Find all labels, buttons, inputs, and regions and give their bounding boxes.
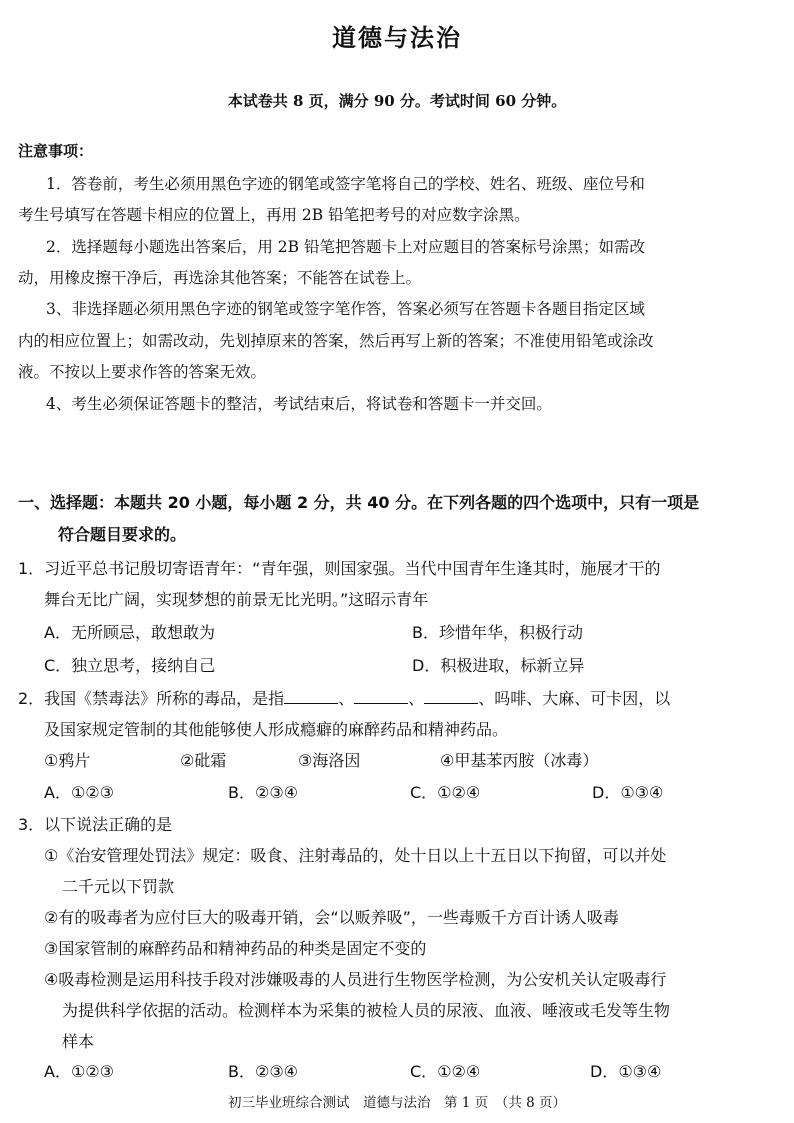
q3-option-b: B．②③④ xyxy=(228,1062,299,1081)
section-heading-cont: 符合题目要求的。 xyxy=(58,525,187,544)
q1-option-c: C．独立思考，接纳自己 xyxy=(44,656,216,675)
q1-stem-cont: 舞台无比广阔，实现梦想的前景无比光明。”这昭示青年 xyxy=(44,590,429,609)
q2-item: ④甲基苯丙胺（冰毒） xyxy=(440,751,599,770)
notice-line: 4、考生必须保证答题卡的整洁，考试结束后，将试卷和答题卡一并交回。 xyxy=(46,395,552,413)
q3-statement-cont: 二千元以下罚款 xyxy=(62,877,175,896)
q2-separator: 、 xyxy=(338,689,355,708)
page-footer: 初三毕业班综合测试 道德与法治 第 1 页 （共 8 页） xyxy=(227,1095,567,1111)
section-heading: 一、选择题：本题共 20 小题，每小题 2 分，共 40 分。在下列各题的四个选项中，只有一项是 xyxy=(18,493,700,512)
notice-line: 3、非选择题必须用黑色字迹的钢笔或签字笔作答，答案必须写在答题卡各题目指定区域 xyxy=(46,300,645,318)
q2-stem xyxy=(18,686,670,709)
notice-line: 考生号填写在答题卡相应的位置上，再用 2B 铅笔把考号的对应数字涂黑。 xyxy=(18,206,530,224)
notice-line: 内的相应位置上；如需改动，先划掉原来的答案，然后再写上新的答案；不准使用铅笔或涂改 xyxy=(18,332,654,350)
q3-statement: ③国家管制的麻醉药品和精神药品的种类是固定不变的 xyxy=(44,939,427,958)
q2-option-c: C．①②④ xyxy=(410,783,481,802)
q2-stem-cont: 及国家规定管制的其他能够使人形成瘾癖的麻醉药品和精神药品。 xyxy=(44,720,509,739)
answer-blank xyxy=(354,689,408,704)
notice-line: 1．答卷前，考生必须用黑色字迹的钢笔或签字笔将自己的学校、姓名、班级、座位号和 xyxy=(46,175,645,193)
notice-heading: 注意事项： xyxy=(18,142,94,160)
q2-option-d: D．①③④ xyxy=(592,783,664,802)
q1-option-b: B．珍惜年华，积极行动 xyxy=(412,623,583,642)
q3-statement-cont: 为提供科学依据的活动。检测样本为采集的被检人员的尿液、血液、唾液或毛发等生物 xyxy=(62,1001,671,1020)
q3-option-a: A．①②③ xyxy=(44,1062,114,1081)
q3-statement-cont: 样本 xyxy=(62,1032,95,1051)
q2-item: ③海洛因 xyxy=(298,751,361,770)
q3-statement: ④吸毒检测是运用科技手段对涉嫌吸毒的人员进行生物医学检测，为公安机关认定吸毒行 xyxy=(44,970,667,989)
q1-option-a: A．无所顾忌，敢想敢为 xyxy=(44,623,215,642)
notice-line: 液。不按以上要求作答的答案无效。 xyxy=(18,363,267,381)
q1-option-d: D．积极进取，标新立异 xyxy=(412,656,585,675)
q2-item: ②砒霜 xyxy=(180,751,227,770)
answer-blank xyxy=(424,689,478,704)
q3-statement: ①《治安管理处罚法》规定：吸食、注射毒品的，处十日以上十五日以下拘留，可以并处 xyxy=(44,846,667,865)
q2-separator: 、 xyxy=(408,689,425,708)
q3-stem: 3．以下说法正确的是 xyxy=(18,815,173,834)
q1-stem: 1．习近平总书记殷切寄语青年：“青年强，则国家强。当代中国青年生逢其时，施展才干的 xyxy=(18,559,661,578)
q2-option-b: B．②③④ xyxy=(228,783,299,802)
q3-option-c: C．①②④ xyxy=(410,1062,481,1081)
exam-info: 本试卷共 8 页，满分 90 分。考试时间 60 分钟。 xyxy=(227,92,567,110)
notice-line: 动，用橡皮擦干净后，再选涂其他答案；不能答在试卷上。 xyxy=(18,269,422,287)
q3-option-d: D．①③④ xyxy=(590,1062,662,1081)
notice-line: 2．选择题每小题选出答案后，用 2B 铅笔把答题卡上对应题目的答案标号涂黑；如需改 xyxy=(46,238,645,256)
page-title: 道德与法治 xyxy=(332,24,462,52)
q3-statement: ②有的吸毒者为应付巨大的吸毒开销，会“以贩养吸”，一些毒贩千方百计诱人吸毒 xyxy=(44,908,619,927)
q2-item: ①鸦片 xyxy=(44,751,91,770)
q2-stem-suffix: 、吗啡、大麻、可卡因，以 xyxy=(478,689,671,708)
q2-stem-prefix: 2．我国《禁毒法》所称的毒品，是指 xyxy=(18,689,285,708)
answer-blank xyxy=(284,689,338,704)
q2-option-a: A．①②③ xyxy=(44,783,114,802)
